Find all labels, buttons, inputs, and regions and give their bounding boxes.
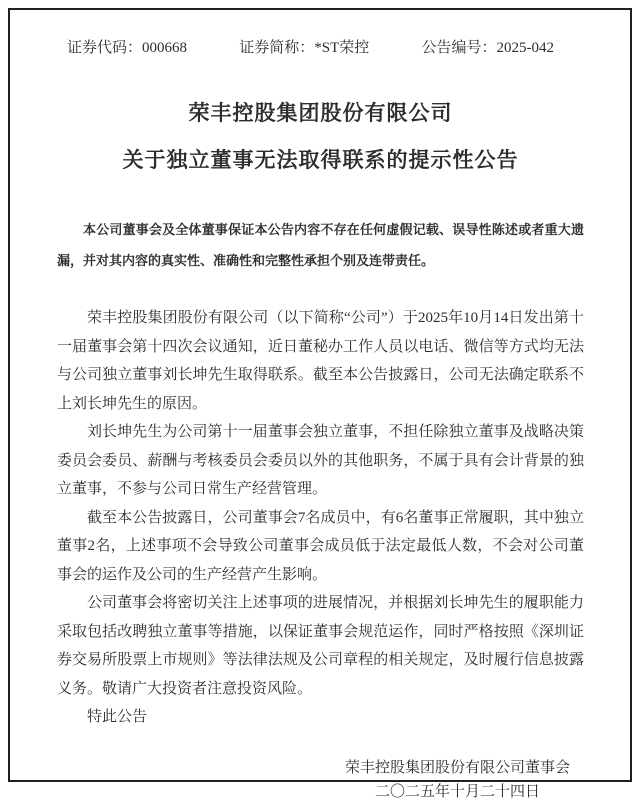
body-paragraph: 刘长坤先生为公司第十一届董事会独立董事，不担任除独立董事及战略决策委员会委员、薪酬与考核委员会委员以外的其他职务，不属于具有会计背景的独立董事，不参与公司日常生产经营管理。 (57, 424, 584, 497)
signature-block (345, 756, 570, 804)
announcement-number: 公告编号：2025-042 (421, 40, 554, 56)
signature-block-wrap (57, 756, 570, 804)
signature-company: 荣丰控股集团股份有限公司董事会 (344, 759, 570, 776)
body-paragraph: 荣丰控股集团股份有限公司（以下简称“公司”）于2025年10月14日发出第十一届董事会第十四次会议通知，近日董秘办工作人员以电话、微信等方式均无法与公司独立董事刘长坤先生取得联系。截至本公告披露日，公司无法确定联系不上刘长坤先生的原因。 (57, 310, 584, 412)
announcement-body (57, 304, 584, 732)
company-title: 荣丰控股集团股份有限公司 (188, 101, 453, 125)
board-disclaimer: 本公司董事会及全体董事保证本公告内容不存在任何虚假记载、误导性陈述或者重大遗漏，并对其内容的真实性、准确性和完整性承担个别及连带责任。 (57, 222, 584, 268)
body-paragraph: 截至本公告披露日，公司董事会7名成员中，有6名董事正常履职，其中独立董事2名，上述事项不会导致公司董事会成员低于法定最低人数，不会对公司董事会的运作及公司的生产经营产生影响。 (57, 509, 584, 583)
closing-statement: 特此公告 (87, 709, 148, 725)
body-paragraph: 公司董事会将密切关注上述事项的进展情况，并根据刘长坤先生的履职能力采取包括改聘独立董事等措施，以保证董事会规范运作，同时严格按照《深圳证券交易所股票上市规则》等法律法规及公司章程的相关规定，及时履行信息披露义务。敬请广大投资者注意投资风险。 (57, 595, 584, 697)
signature-date: 二〇二五年十月二十四日 (374, 783, 540, 800)
stock-short-name: 证券简称：*ST荣控 (239, 40, 370, 56)
stock-code: 证券代码：000668 (67, 40, 188, 56)
page-border-frame (8, 8, 632, 800)
announcement-subject-title: 关于独立董事无法取得联系的提示性公告 (122, 148, 519, 172)
document-header (67, 36, 554, 57)
